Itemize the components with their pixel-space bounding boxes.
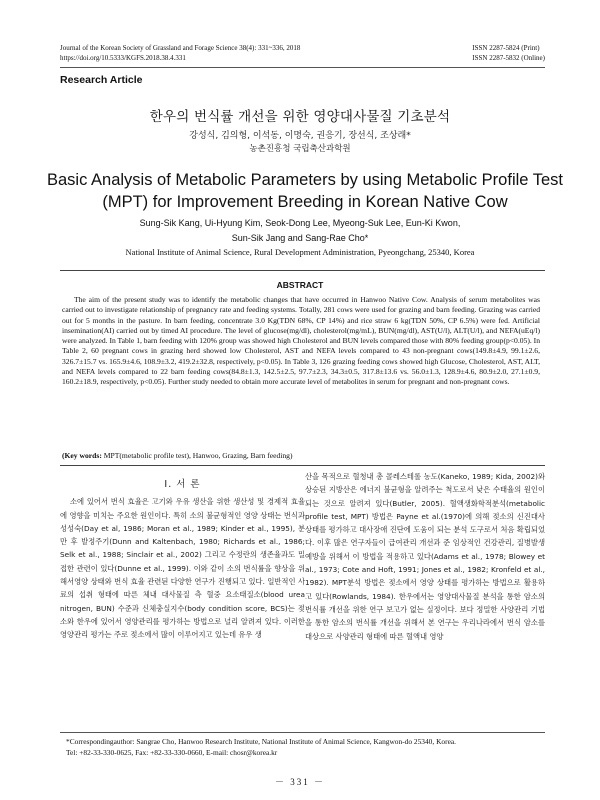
issn-print: ISSN 2287-5824 (Print) (472, 44, 540, 52)
body-column-right (305, 470, 545, 643)
body-column-left (60, 478, 305, 642)
english-title-line-2: (MPT) for Improvement Breeding in Korean Native Cow (102, 192, 508, 211)
footnote-line-1: *Correspondingauthor: Sangrae Cho, Hanwoo Research Institute, National Institute of Animal Science, Kangwon-do 25340, Korea. (66, 737, 456, 746)
english-affiliation: National Institute of Animal Science, Rural Development Administration, Pyeongchang, 25340, Korea (125, 247, 475, 257)
abstract-text: The aim of the present study was to identify the metabolic changes that have occurred in Hanwoo Native Cow. Analysis of serum metabolites was carried out to investigate relationship of pregnancy rate and feeding systems. Totally, 281 cows were used for grazing and barn feeding. Grazing was carried out for 5 months in the pasture. In barn feeding, concentrate 3.0 Kg(TDN 68%, CP 14%) and rice straw 6 kg(TDN 50%, CP 6.5%) were fed. Artificial insemination(AI) carried out by timed AI procedure. The level of glucose(mg/dl), cholesterol(mg/mL), BUN(mg/dl), AST(U/l), ALT(U/l), and NEFA(uEq/l) were analyzed. In Table 1, barn feeding with 120% group was showed high Cholesterol and BUN levels compared those with 80% feeding group(p<0.05). In Table 2, 60 pregnant cows in grazing herd showed low Cholesterol, AST and NEFA levels compared to 43 non-pregnant cows(149.8±4.9, 99.1±2.6, 326.7±15.7 vs. 165.9±4.6, 108.9±3.2, 419.2±32.8, respectively, p<0.05). In Table 3, 126 grazing feeding cows showed high Glucose, Cholesterol, AST, ALT, and NEFA levels compared to 22 barn feeding cows(84.8±1.3, 142.5±2.5, 97.7±2.3, 34.3±0.5, 317.8±13.6 vs. 56.0±1.3, 128.9±4.6, 80.9±2.0, 27.1±0.9, 160.2±18.9, respectively, p<0.05). Further study needed to obtain more accurate level of metabolites in serum for pregnant and non-pregnant cows. (62, 295, 540, 387)
english-authors-line-1: Sung-Sik Kang, Ui-Hyung Kim, Seok-Dong Lee, Myeong-Suk Lee, Eun-Ki Kwon, (139, 218, 461, 228)
korean-authors: 강성식, 김의형, 이석동, 이명숙, 권응기, 장선식, 조상래* (189, 131, 411, 141)
keywords-label: (Key words: (62, 451, 102, 460)
keywords-list: MPT(metabolic profile test), Hanwoo, Grazing, Barn feeding) (101, 451, 293, 460)
abstract-bottom-rule (60, 465, 545, 466)
article-type-label: Research Article (60, 74, 143, 86)
journal-citation: Journal of the Korean Society of Grassland and Forage Science 38(4): 331~336, 2018 (60, 44, 301, 52)
korean-title: 한우의 번식률 개선을 위한 영양대사물질 기초분석 (149, 109, 451, 125)
english-authors-line-2: Sun-Sik Jang and Sang-Rae Cho* (231, 233, 369, 243)
doi-link[interactable]: https://doi.org/10.5333/KGFS.2018.38.4.331 (60, 53, 186, 62)
corresponding-author-footnote (66, 737, 546, 758)
page-number: － 331 － (274, 777, 325, 787)
issn-block (472, 44, 545, 63)
footnote-divider (60, 732, 545, 733)
english-authors (0, 216, 600, 246)
abstract-heading: ABSTRACT (276, 280, 324, 290)
header-divider (60, 67, 545, 68)
english-title-line-1: Basic Analysis of Metabolic Parameters by using Metabolic Profile Test (46, 171, 563, 189)
intro-paragraph-right: 산을 목적으로 혈청내 총 콜레스테롤 농도(Kaneko, 1989; Kida, 2002)와 상승된 지방산은 에너지 불균형을 알려주는 척도로서 낮은 수태율의 원인이 되는 것으로 알려져 있다(Butler, 2005). 혈액생화학적분석(metabolic profile test, MPT) 방법은 Payne et al.(1970)에 의해 젖소의 신진대사 상태를 평가하고 대사장애 진단에 도움이 되는 분석 도구로서 처음 확립되었다. 이후 많은 연구자들이 급여관리 개선과 준 임상적인 건강관리, 질병발생 예방을 위해서 이 방법을 적용하고 있다(Adams et al., 1978; Blowey et al., 1973; Cote and Hoft, 1991; Jones et al., 1982; Kronfeld et al., 1982). MPT분석 방법은 젖소에서 영양 상태를 평가하는 방법으로 활용하고 있다(Rowlands, 1984). 한우에서는 영양대사물질 분석을 통한 암소의 번식률 개선을 위한 연구 보고가 없는 실정이다. 보다 정밀한 사양관리 기법을 통한 암소의 번식률 개선을 위해서 본 연구는 우리나라에서 번식 암소를 대상으로 사양관리 형태에 따른 혈액내 영양 (305, 472, 545, 641)
intro-paragraph-left: 소에 있어서 번식 효율은 고기와 우유 생산을 위한 생산성 및 경제적 효율에 영향을 미치는 주요한 원인이다. 특히 소의 불균형적인 영양 상태는 번식과 성성숙(Day et al, 1986; Moran et al., 1989; Kinder et al., 1995), 분만 후 발정주기(Dunn and Kaltenbach, 1980; Richards et al., 1986; Selk et al., 1988; Sinclair et al., 2002) 그리고 수정란의 생존율과도 밀접한 관련이 있다(Dunne et al., 1999). 이와 같이 소의 번식률을 향상을 위해서영양 상태와 번식 효율 관련된 다양한 연구가 진행되고 있다. 일반적인 사료의 섭취 형태에 따른 체내 대사물질 측 혈중 요소태질소(blood urea nitrogen, BUN) 수준과 신체충실지수(body condition score, BCS)는 젖소와 한우에 있어서 영양관리를 평가하는 방법으로 널리 알려져 있다. 이러한 영양관리 평가는 주로 젖소에서 많이 이루어지고 있는데 유우 생 (60, 497, 305, 640)
english-title (40, 170, 570, 213)
issn-online: ISSN 2287-5832 (Online) (472, 53, 545, 62)
keywords (62, 451, 540, 461)
section-heading-introduction: I. 서 론 (164, 479, 201, 490)
korean-affiliation: 농촌진흥청 국립축산과학원 (249, 144, 351, 154)
abstract-top-rule (60, 270, 545, 271)
footnote-line-2: Tel: +82-33-330-0625, Fax: +82-33-330-0660, E-mail: chosr@korea.kr (66, 747, 278, 757)
journal-header (60, 44, 300, 63)
